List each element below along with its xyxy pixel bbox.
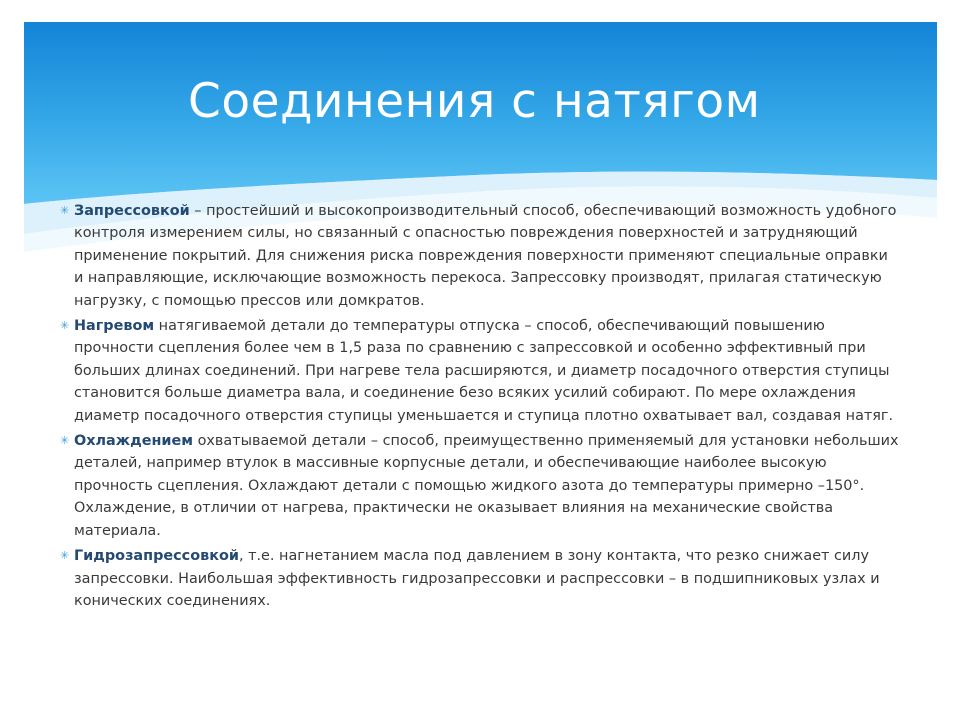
bullet-star-icon: ✳ bbox=[60, 434, 70, 448]
bullet-star-icon: ✳ bbox=[60, 204, 70, 217]
text-press-fit: – простейший и высокопроизводительный способ, обеспечивающий возможность удобного контроля измерением силы, но связанный с опасностью повреждения поверхностей и затрудняющий применение покрытий. Для снижения риска повреждения поверхности применяют специальные оправки и направляющие, исключающие возможность перекоса. Запрессовку производят, прилагая статическую нагрузку, с помощью прессов или домкратов. bbox=[74, 203, 897, 309]
term-heating: Нагревом bbox=[74, 318, 155, 335]
term-cooling: Охлаждением bbox=[74, 433, 194, 450]
bullet-item-cooling bbox=[60, 430, 900, 542]
slide bbox=[24, 22, 937, 699]
text-heating: натягиваемой детали до температуры отпуска – способ, обеспечивающий повышению прочности сцепления более чем в 1,5 раза по сравнению с запрессовкой и особенно эффективный при больших длинах соединений. При нагреве тела расширяются, и диаметр посадочного отверстия ступицы становится больше диаметра вала, и соединение безо всяких усилий собирают. По мере охлаждения диаметр посадочного отверстия ступицы уменьшается и ступица плотно охватывает вал, создавая натяг. bbox=[74, 318, 894, 424]
text-hydro-press: , т.е. нагнетанием масла под давлением в зону контакта, что резко снижает силу запрессовки. Наибольшая эффективность гидрозапрессовки и распрессовки – в подшипниковых узлах и конических соединениях. bbox=[74, 548, 880, 609]
term-hydro-press: Гидрозапрессовкой bbox=[74, 548, 239, 565]
bullet-star-icon: ✳ bbox=[60, 319, 70, 333]
text-cooling: охватываемой детали – способ, преимущественно применяемый для установки небольших деталей, например втулок в массивные корпусные детали, и обеспечивающие наиболее высокую прочность сцепления. Охлаждают детали с помощью жидкого азота до температуры примерно –150°. Охлаждение, в отличии от нагрева, практически не оказывает влияния на механические свойства материала. bbox=[74, 433, 899, 539]
bullet-item-hydro-press bbox=[60, 545, 900, 612]
bullet-star-icon: ✳ bbox=[60, 549, 70, 563]
bullet-item-press-fit bbox=[60, 200, 900, 312]
slide-title: Соединения с натягом bbox=[188, 74, 761, 129]
bullet-list bbox=[60, 200, 900, 615]
bullet-item-heating bbox=[60, 315, 900, 427]
term-press-fit: Запрессовкой bbox=[74, 203, 190, 219]
